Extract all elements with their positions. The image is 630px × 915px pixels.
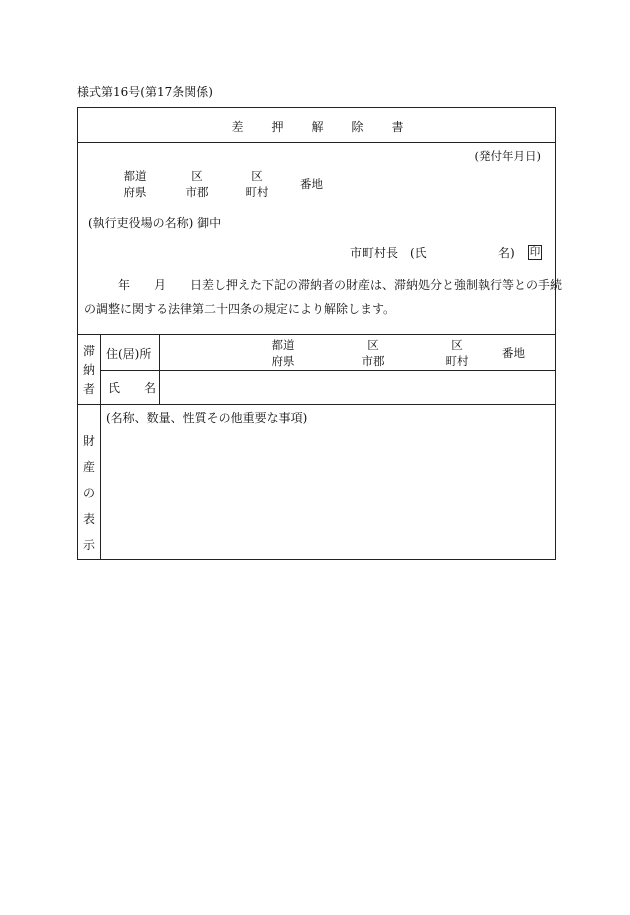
property-header: 財 産 の 表 示 [82, 434, 95, 552]
delinquent-address-ward-town: 区 町村 [445, 338, 469, 368]
addressee: (執行吏役場の名称) 御中 [88, 216, 222, 230]
delinquent-property-divider [78, 404, 555, 405]
delinquent-address-prefecture: 都道 府県 [271, 338, 295, 368]
title-char: 除 [351, 120, 364, 134]
title-char: 差 [231, 120, 244, 134]
address-ward-city: 区 市郡 [185, 169, 209, 199]
delinquent-header: 滞 納 者 [82, 344, 95, 396]
issue-date: (発付年月日) [474, 149, 541, 163]
property-note: (名称、数量、性質その他重要な事項) [106, 411, 308, 425]
name-label: 氏 名 [108, 381, 157, 395]
address-prefecture: 都道 府県 [123, 169, 147, 199]
body-text-line1: 年 月 日差し押えた下記の滞納者の財産は、滞納処分と強制執行等との手続 [118, 278, 563, 292]
label-column-divider [159, 334, 160, 404]
section-divider [78, 334, 555, 335]
form-title [78, 118, 557, 135]
title-divider [78, 142, 555, 143]
residence-label: 住(居)所 [106, 347, 152, 361]
name-open: (氏 [410, 246, 427, 260]
address-name-divider [100, 370, 555, 371]
seal-mark [524, 242, 542, 261]
address-ward-town: 区 町村 [245, 169, 269, 199]
body-text-line2: の調整に関する法律第二十四条の規定により解除します。 [84, 302, 396, 316]
title-char: 押 [271, 120, 284, 134]
delinquent-address-banchi: 番地 [502, 346, 525, 360]
title-char: 書 [391, 120, 404, 134]
form-number: 様式第16号(第17条関係) [77, 85, 213, 99]
left-column-divider [100, 334, 101, 559]
mayor-label: 市町村長 [350, 246, 399, 260]
form-frame [77, 107, 563, 560]
title-char: 解 [311, 120, 324, 134]
name-close: 名) [498, 246, 515, 260]
delinquent-address-ward-city: 区 市郡 [361, 338, 385, 368]
seal-icon: 印 [529, 246, 541, 258]
address-banchi: 番地 [300, 177, 323, 191]
